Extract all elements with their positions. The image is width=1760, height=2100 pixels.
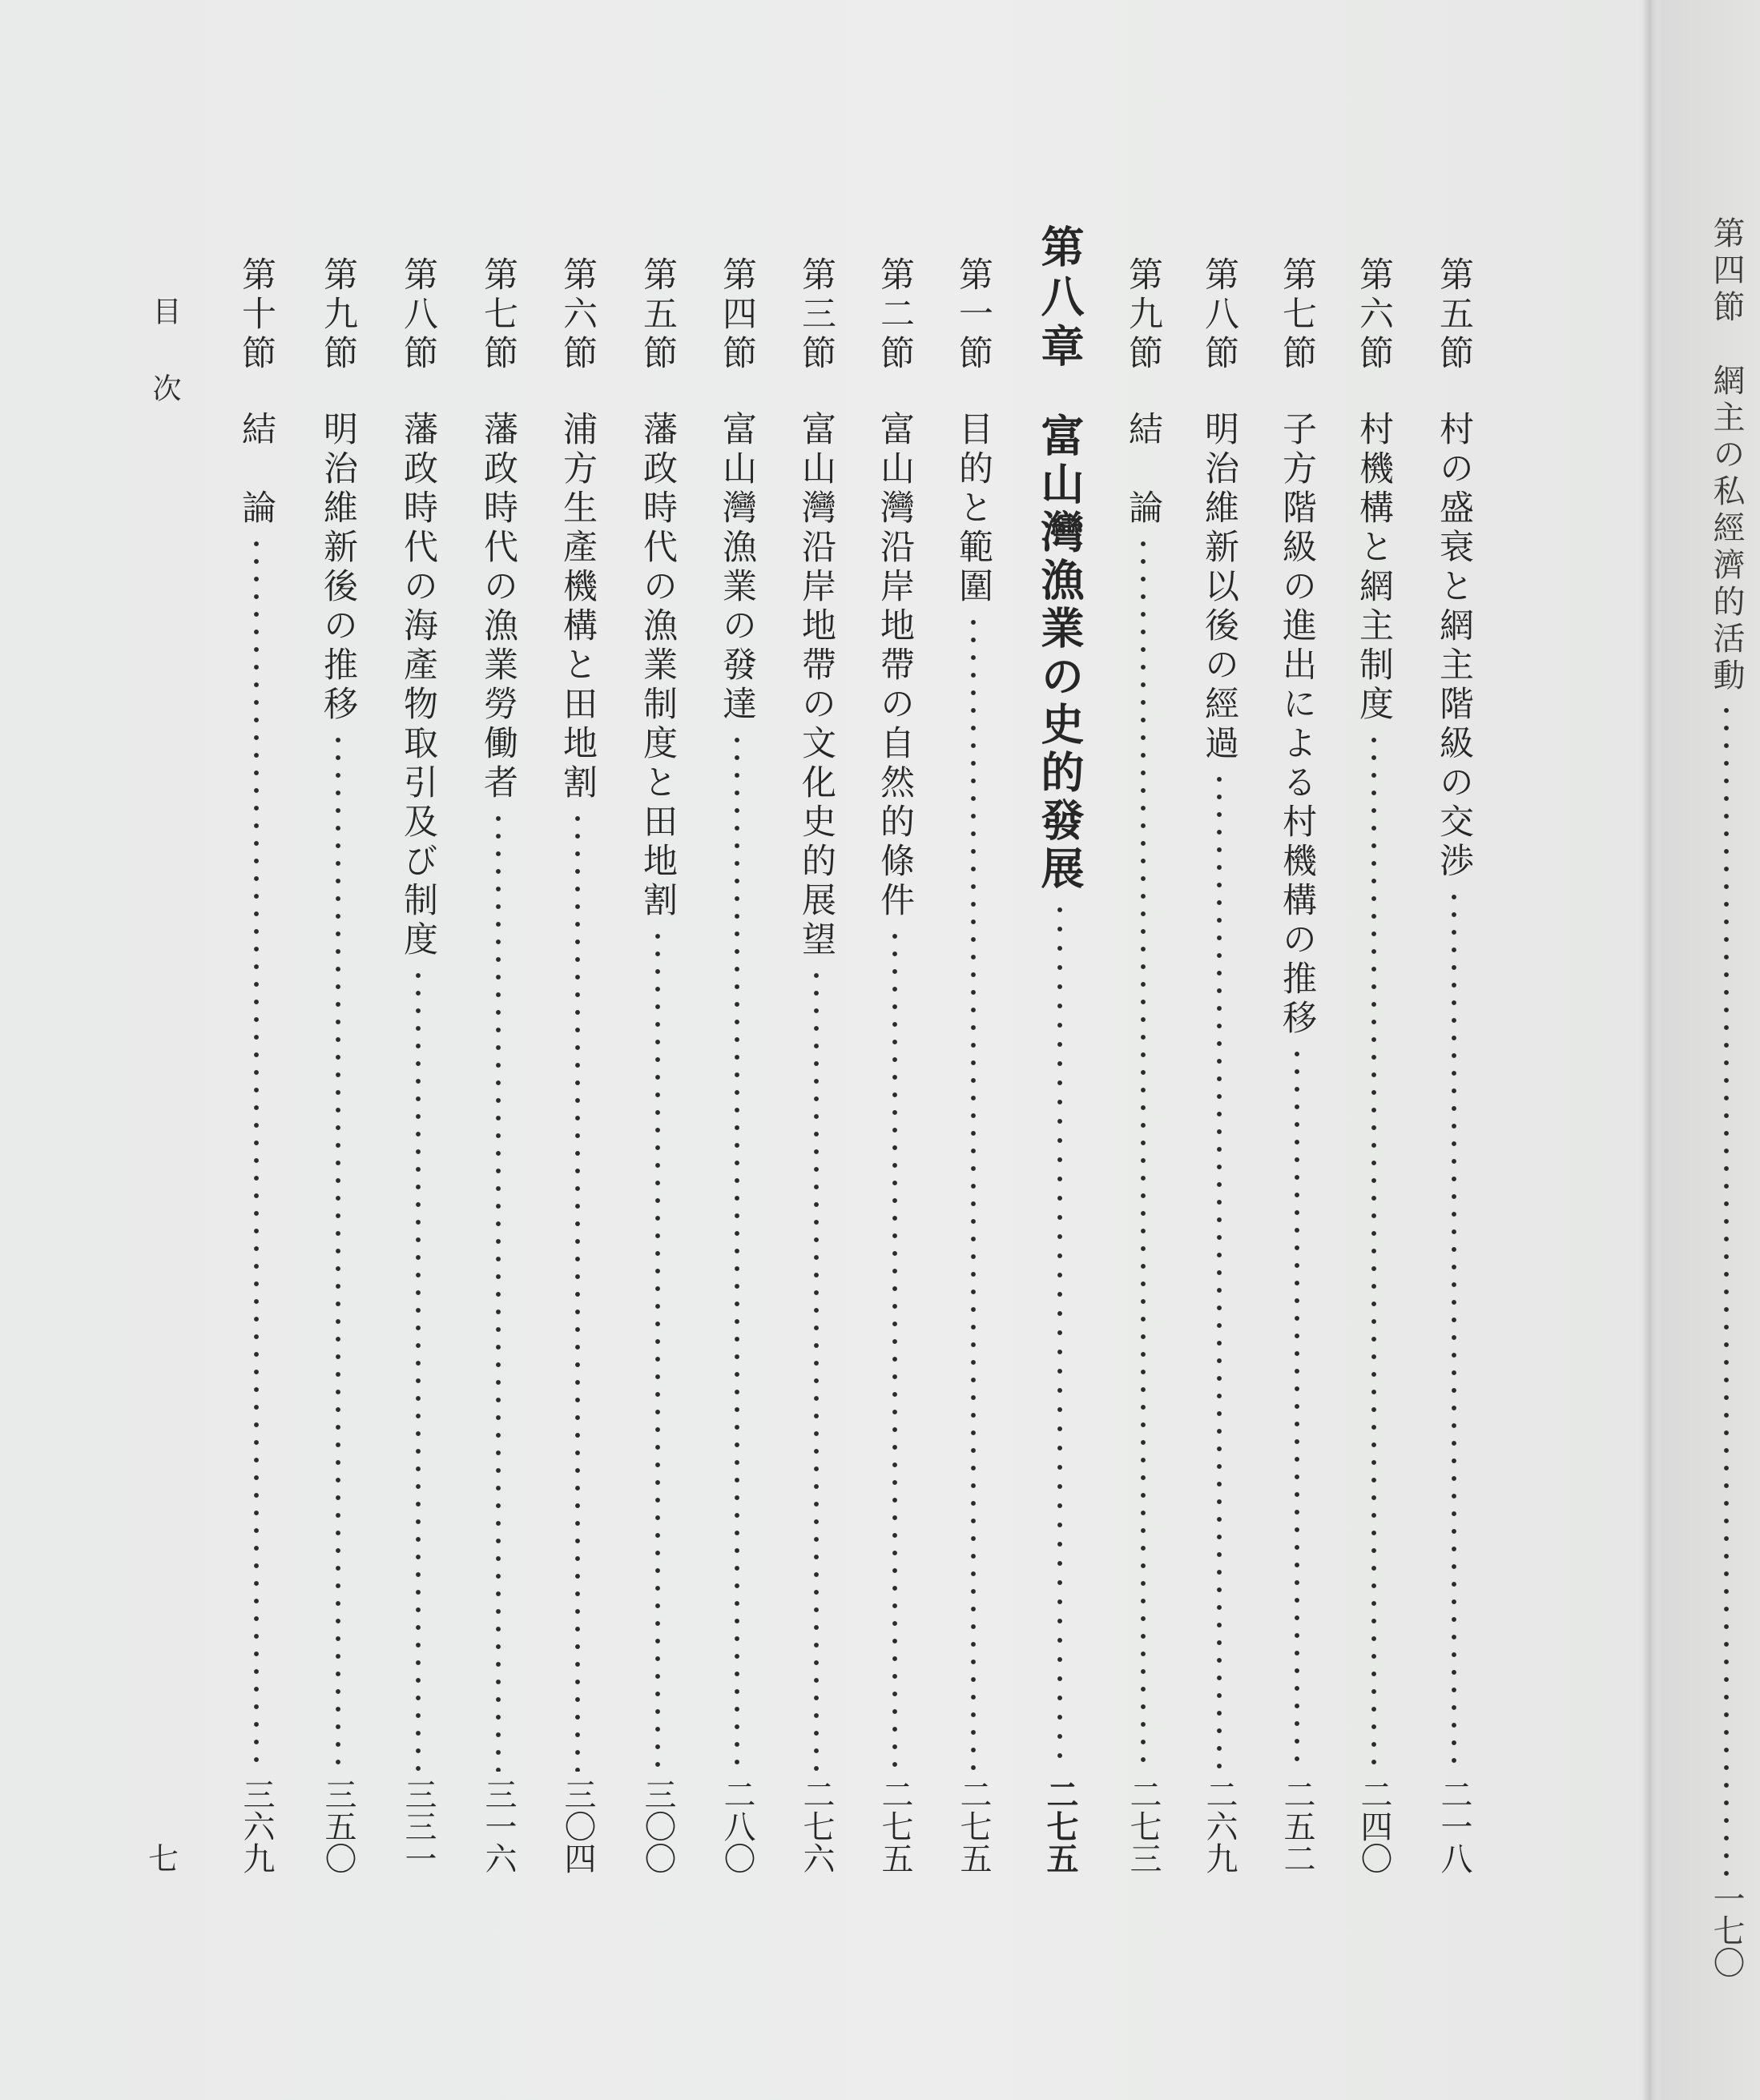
entry-page: 三一六 [480,1778,517,1874]
entry-title: 結 論 [236,411,276,529]
toc-entry[interactable] [1122,256,1165,1874]
leader-dots [1275,1045,1319,1772]
entry-page: 二四〇 [1355,1778,1392,1874]
entry-number: 第二節 [875,256,915,374]
entry-title: 富山灣沿岸地帶の文化史的展望 [796,411,836,960]
entry-title: 村機構と網主制度 [1354,411,1394,725]
footer-page-number: 七 [148,1841,179,1877]
toc-entry[interactable] [1432,256,1476,1874]
entry-page: 二七六 [798,1778,835,1874]
entry-number: 第八節 [1199,256,1239,374]
toc-entry[interactable] [795,256,838,1874]
toc-entry[interactable] [556,256,599,1874]
entry-number: 第五節 [638,256,678,374]
toc-entry[interactable] [397,256,440,1874]
leader-dots [715,731,759,1772]
entry-title: 村の盛衰と網主階級の交渉 [1434,411,1474,882]
entry-page: 二六九 [1201,1778,1238,1874]
toc-entry[interactable] [873,256,916,1874]
leader-dots [1198,770,1241,1772]
entry-title: 浦方生產機構と田地割 [558,411,598,803]
entry-page: 三五〇 [320,1778,356,1874]
entry-number: 第八節 [398,256,438,374]
entry-title: 目的と範圍 [953,411,993,607]
entry-page: 三〇〇 [639,1778,676,1874]
entry-page: 三三一 [400,1778,437,1874]
entry-page: 三六九 [238,1778,275,1874]
leader-dots [795,967,838,1772]
footer-label: 目次 [148,296,181,450]
chapter-title: 富山灣漁業の史的發展 [1034,413,1085,894]
leader-dots [1122,535,1165,1772]
leader-dots [316,731,360,1772]
entry-page: 二八〇 [719,1778,755,1874]
entry-number: 第十節 [236,256,276,374]
entry-title: 明治維新以後の經過 [1199,411,1239,764]
entry-number: 第一節 [953,256,993,374]
entry-page: 二七五 [876,1778,913,1874]
entry-title: 富山灣漁業の發達 [717,411,757,725]
entry-number: 第五節 [1434,256,1474,374]
toc-entry[interactable] [952,256,995,1874]
entry-page: 二七三 [1125,1778,1162,1874]
leader-dots [1033,900,1086,1772]
running-head [1706,216,1746,1978]
entry-number: 第七節 [478,256,518,374]
book-gutter-shadow [1642,0,1657,2100]
toc-entry[interactable] [715,256,759,1874]
leader-dots [1432,888,1476,1772]
entry-page: 二七五 [1041,1778,1079,1874]
leader-dots [952,614,995,1772]
leader-dots [873,927,916,1772]
entry-title: 子方階級の進出による村機構の推移 [1277,411,1317,1039]
toc-entry[interactable] [316,256,360,1874]
toc-entry[interactable] [1198,256,1241,1874]
entry-title: 富山灣沿岸地帶の自然的條件 [875,411,915,921]
running-head-section: 第四節 [1708,216,1745,327]
leader-dots [235,535,278,1772]
toc-entry[interactable] [1352,256,1396,1874]
entry-title: 藩政時代の海產物取引及び制度 [398,411,438,960]
entry-page: 二七五 [955,1778,992,1874]
entry-number: 第九節 [318,256,358,374]
entry-number: 第四節 [717,256,757,374]
leader-dots [477,810,520,1772]
entry-number: 第九節 [1123,256,1163,374]
entry-page: 二一八 [1436,1778,1472,1874]
leader-dots [1706,702,1746,1876]
toc-chapter-entry[interactable] [1033,224,1086,1874]
entry-title: 結 論 [1123,411,1163,529]
entry-page: 三〇四 [559,1778,596,1874]
entry-title: 藩政時代の漁業制度と田地割 [638,411,678,921]
running-head-page: 一七〇 [1708,1882,1745,1978]
entry-number: 第六節 [1354,256,1394,374]
entry-number: 第三節 [796,256,836,374]
toc-entry[interactable] [636,256,679,1874]
toc-entry[interactable] [235,256,278,1874]
leader-dots [397,967,440,1772]
entry-title: 藩政時代の漁業勞働者 [478,411,518,803]
chapter-number: 第八章 [1034,224,1085,373]
toc-entry[interactable] [477,256,520,1874]
running-head-title: 網主の私經濟的活動 [1708,364,1745,695]
entry-number: 第六節 [558,256,598,374]
entry-number: 第七節 [1277,256,1317,374]
toc-entry[interactable] [1275,256,1319,1874]
entry-page: 二五二 [1279,1778,1315,1874]
leader-dots [1352,731,1396,1772]
entry-title: 明治維新後の推移 [318,411,358,725]
leader-dots [636,927,679,1772]
leader-dots [556,810,599,1772]
